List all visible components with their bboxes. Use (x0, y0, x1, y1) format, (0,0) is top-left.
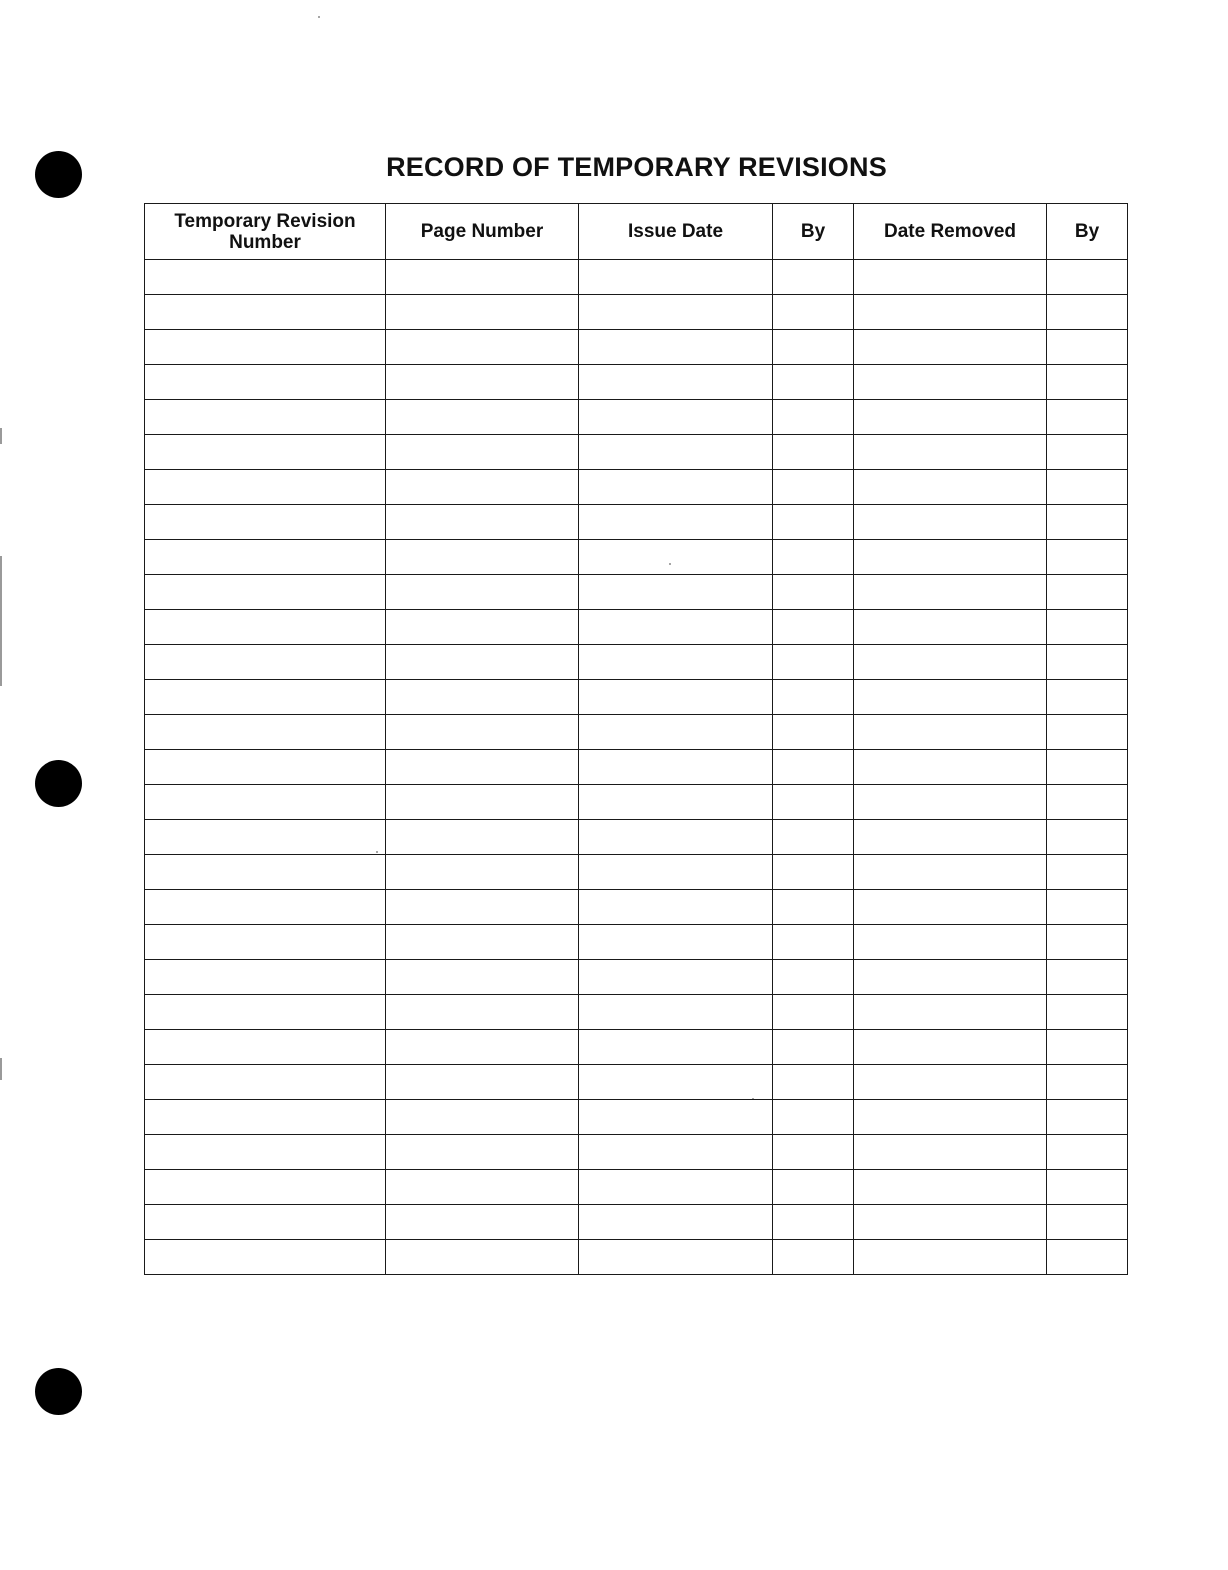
scan-speck (318, 16, 320, 18)
by-cell (773, 400, 854, 435)
by-cell (773, 610, 854, 645)
page-number-cell (386, 295, 579, 330)
column-header-page-number: Page Number (386, 204, 579, 260)
table-row (145, 925, 1128, 960)
issue-date-cell (579, 925, 773, 960)
page-number-cell (386, 1240, 579, 1275)
by-removed-cell (1047, 890, 1128, 925)
by-cell (773, 1135, 854, 1170)
table-row (145, 435, 1128, 470)
punch-hole-top (35, 151, 82, 198)
table-row (145, 995, 1128, 1030)
table-body (145, 260, 1128, 1275)
issue-date-cell (579, 1135, 773, 1170)
by-cell (773, 995, 854, 1030)
column-header-temporary-revision-number: Temporary Revision Number (145, 204, 386, 260)
date-removed-cell (854, 1030, 1047, 1065)
page-number-cell (386, 1030, 579, 1065)
table-row (145, 540, 1128, 575)
table-row (145, 575, 1128, 610)
by-cell (773, 855, 854, 890)
date-removed-cell (854, 1100, 1047, 1135)
date-removed-cell (854, 470, 1047, 505)
issue-date-cell (579, 680, 773, 715)
issue-date-cell (579, 1030, 773, 1065)
revision-number-cell (145, 505, 386, 540)
revision-number-cell (145, 890, 386, 925)
issue-date-cell (579, 820, 773, 855)
by-cell (773, 820, 854, 855)
table-row (145, 750, 1128, 785)
table-header-row (145, 204, 1128, 260)
by-removed-cell (1047, 400, 1128, 435)
page-number-cell (386, 960, 579, 995)
date-removed-cell (854, 435, 1047, 470)
revision-number-cell (145, 715, 386, 750)
table-row (145, 1170, 1128, 1205)
by-cell (773, 260, 854, 295)
column-header-date-removed: Date Removed (854, 204, 1047, 260)
date-removed-cell (854, 610, 1047, 645)
date-removed-cell (854, 715, 1047, 750)
issue-date-cell (579, 785, 773, 820)
table-row (145, 1205, 1128, 1240)
issue-date-cell (579, 295, 773, 330)
page-number-cell (386, 540, 579, 575)
date-removed-cell (854, 1170, 1047, 1205)
by-cell (773, 680, 854, 715)
by-removed-cell (1047, 330, 1128, 365)
by-cell (773, 470, 854, 505)
by-removed-cell (1047, 750, 1128, 785)
issue-date-cell (579, 1170, 773, 1205)
revision-number-cell (145, 330, 386, 365)
table-row (145, 365, 1128, 400)
page-number-cell (386, 365, 579, 400)
page-number-cell (386, 820, 579, 855)
date-removed-cell (854, 1240, 1047, 1275)
table-row (145, 1030, 1128, 1065)
revision-number-cell (145, 855, 386, 890)
issue-date-cell (579, 540, 773, 575)
revision-number-cell (145, 820, 386, 855)
date-removed-cell (854, 960, 1047, 995)
page-number-cell (386, 1205, 579, 1240)
revision-number-cell (145, 925, 386, 960)
date-removed-cell (854, 855, 1047, 890)
by-removed-cell (1047, 1030, 1128, 1065)
date-removed-cell (854, 295, 1047, 330)
page-number-cell (386, 925, 579, 960)
by-removed-cell (1047, 295, 1128, 330)
by-removed-cell (1047, 715, 1128, 750)
revision-number-cell (145, 680, 386, 715)
by-cell (773, 1030, 854, 1065)
table-row (145, 820, 1128, 855)
date-removed-cell (854, 785, 1047, 820)
table-row (145, 1135, 1128, 1170)
issue-date-cell (579, 1065, 773, 1100)
table-row (145, 470, 1128, 505)
revision-number-cell (145, 610, 386, 645)
date-removed-cell (854, 890, 1047, 925)
table-row (145, 1100, 1128, 1135)
page-number-cell (386, 750, 579, 785)
by-cell (773, 1065, 854, 1100)
revision-number-cell (145, 1135, 386, 1170)
issue-date-cell (579, 855, 773, 890)
revision-number-cell (145, 435, 386, 470)
scan-edge-mark (0, 556, 2, 686)
by-removed-cell (1047, 995, 1128, 1030)
page-number-cell (386, 855, 579, 890)
by-removed-cell (1047, 260, 1128, 295)
date-removed-cell (854, 365, 1047, 400)
page-number-cell (386, 715, 579, 750)
page-number-cell (386, 260, 579, 295)
by-removed-cell (1047, 470, 1128, 505)
revision-number-cell (145, 295, 386, 330)
by-removed-cell (1047, 1100, 1128, 1135)
date-removed-cell (854, 400, 1047, 435)
page-number-cell (386, 645, 579, 680)
issue-date-cell (579, 715, 773, 750)
by-removed-cell (1047, 785, 1128, 820)
page-number-cell (386, 330, 579, 365)
page-number-cell (386, 785, 579, 820)
by-removed-cell (1047, 540, 1128, 575)
by-cell (773, 575, 854, 610)
column-header-issue-date: Issue Date (579, 204, 773, 260)
table-row (145, 680, 1128, 715)
by-cell (773, 435, 854, 470)
issue-date-cell (579, 995, 773, 1030)
table-row (145, 645, 1128, 680)
by-removed-cell (1047, 610, 1128, 645)
table-row (145, 1065, 1128, 1100)
date-removed-cell (854, 540, 1047, 575)
column-header-by-removed: By (1047, 204, 1128, 260)
table-row (145, 1240, 1128, 1275)
scan-edge-mark (0, 428, 2, 444)
page-number-cell (386, 575, 579, 610)
date-removed-cell (854, 1065, 1047, 1100)
revision-number-cell (145, 260, 386, 295)
by-removed-cell (1047, 365, 1128, 400)
revision-number-cell (145, 645, 386, 680)
page-number-cell (386, 1135, 579, 1170)
issue-date-cell (579, 1240, 773, 1275)
page-number-cell (386, 435, 579, 470)
issue-date-cell (579, 750, 773, 785)
table-row (145, 610, 1128, 645)
issue-date-cell (579, 505, 773, 540)
by-cell (773, 505, 854, 540)
revision-record-table (144, 203, 1128, 1275)
by-removed-cell (1047, 575, 1128, 610)
by-removed-cell (1047, 960, 1128, 995)
issue-date-cell (579, 1100, 773, 1135)
by-cell (773, 1100, 854, 1135)
date-removed-cell (854, 820, 1047, 855)
table-row (145, 785, 1128, 820)
page-number-cell (386, 1065, 579, 1100)
date-removed-cell (854, 925, 1047, 960)
issue-date-cell (579, 610, 773, 645)
revision-number-cell (145, 1205, 386, 1240)
table-row (145, 960, 1128, 995)
by-removed-cell (1047, 1205, 1128, 1240)
by-removed-cell (1047, 1240, 1128, 1275)
date-removed-cell (854, 1205, 1047, 1240)
issue-date-cell (579, 330, 773, 365)
by-removed-cell (1047, 1135, 1128, 1170)
issue-date-cell (579, 645, 773, 680)
by-cell (773, 785, 854, 820)
by-cell (773, 750, 854, 785)
revision-number-cell (145, 400, 386, 435)
by-cell (773, 540, 854, 575)
by-removed-cell (1047, 855, 1128, 890)
page-number-cell (386, 400, 579, 435)
by-cell (773, 645, 854, 680)
revision-number-cell (145, 995, 386, 1030)
by-removed-cell (1047, 1065, 1128, 1100)
date-removed-cell (854, 575, 1047, 610)
revision-number-cell (145, 1240, 386, 1275)
by-cell (773, 925, 854, 960)
revision-number-cell (145, 575, 386, 610)
by-removed-cell (1047, 1170, 1128, 1205)
issue-date-cell (579, 890, 773, 925)
table-row (145, 260, 1128, 295)
table-row (145, 855, 1128, 890)
page-number-cell (386, 995, 579, 1030)
by-cell (773, 295, 854, 330)
punch-hole-bottom (35, 1368, 82, 1415)
by-removed-cell (1047, 925, 1128, 960)
issue-date-cell (579, 470, 773, 505)
date-removed-cell (854, 260, 1047, 295)
page-number-cell (386, 1100, 579, 1135)
by-removed-cell (1047, 680, 1128, 715)
date-removed-cell (854, 1135, 1047, 1170)
scan-edge-mark (0, 1058, 2, 1080)
revision-number-cell (145, 785, 386, 820)
date-removed-cell (854, 330, 1047, 365)
by-removed-cell (1047, 820, 1128, 855)
date-removed-cell (854, 505, 1047, 540)
issue-date-cell (579, 1205, 773, 1240)
revision-number-cell (145, 470, 386, 505)
page-number-cell (386, 1170, 579, 1205)
revision-number-cell (145, 365, 386, 400)
by-cell (773, 1170, 854, 1205)
page-number-cell (386, 610, 579, 645)
revision-number-cell (145, 1030, 386, 1065)
by-removed-cell (1047, 505, 1128, 540)
date-removed-cell (854, 750, 1047, 785)
issue-date-cell (579, 260, 773, 295)
date-removed-cell (854, 995, 1047, 1030)
by-cell (773, 960, 854, 995)
revision-number-cell (145, 960, 386, 995)
revision-number-cell (145, 750, 386, 785)
table-row (145, 295, 1128, 330)
page-title: RECORD OF TEMPORARY REVISIONS (386, 152, 887, 182)
issue-date-cell (579, 435, 773, 470)
table-row (145, 890, 1128, 925)
by-cell (773, 330, 854, 365)
issue-date-cell (579, 575, 773, 610)
revision-number-cell (145, 1100, 386, 1135)
page-number-cell (386, 505, 579, 540)
table-row (145, 715, 1128, 750)
page-number-cell (386, 470, 579, 505)
by-cell (773, 365, 854, 400)
issue-date-cell (579, 400, 773, 435)
issue-date-cell (579, 960, 773, 995)
revision-number-cell (145, 540, 386, 575)
issue-date-cell (579, 365, 773, 400)
by-cell (773, 1205, 854, 1240)
by-cell (773, 1240, 854, 1275)
table-row (145, 400, 1128, 435)
by-cell (773, 890, 854, 925)
by-removed-cell (1047, 645, 1128, 680)
page-number-cell (386, 680, 579, 715)
by-removed-cell (1047, 435, 1128, 470)
table-row (145, 505, 1128, 540)
table-row (145, 330, 1128, 365)
page-number-cell (386, 890, 579, 925)
date-removed-cell (854, 680, 1047, 715)
revision-number-cell (145, 1170, 386, 1205)
punch-hole-middle (35, 760, 82, 807)
by-cell (773, 715, 854, 750)
column-header-by: By (773, 204, 854, 260)
date-removed-cell (854, 645, 1047, 680)
revision-number-cell (145, 1065, 386, 1100)
